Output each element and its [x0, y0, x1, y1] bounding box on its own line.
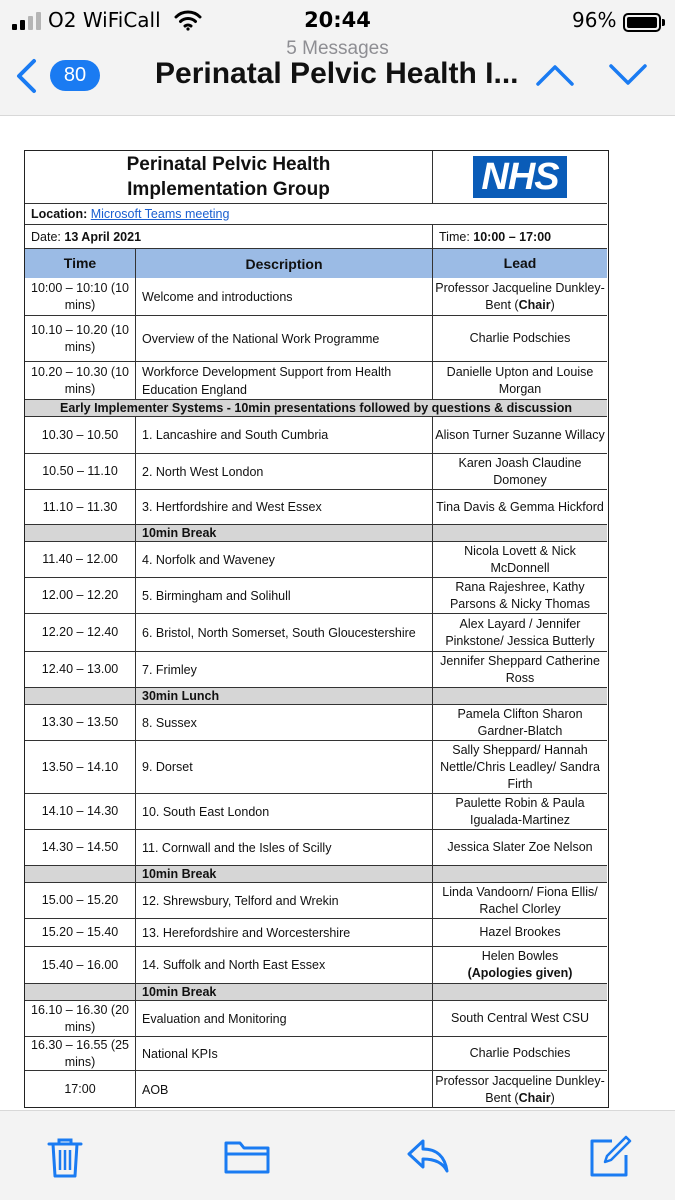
- agenda-row: [25, 1000, 607, 1036]
- previous-message-icon[interactable]: [535, 62, 575, 88]
- break-time-cell: [25, 984, 136, 1000]
- agenda-description: 12. Shrewsbury, Telford and Wrekin: [136, 883, 433, 918]
- agenda-description: 6. Bristol, North Somerset, South Gloucestershire: [136, 614, 433, 651]
- battery-percent: 96%: [572, 8, 617, 32]
- mail-toolbar: [0, 1110, 675, 1200]
- lead-name: Sally Sheppard/ Hannah Nettle/Chris Leadley/ Sandra Firth: [440, 742, 600, 791]
- lead-name: Karen Joash Claudine Domoney: [458, 455, 582, 487]
- section-banner: Early Implementer Systems - 10min presentations followed by questions & discussion: [60, 401, 572, 415]
- agenda-row: [25, 651, 607, 687]
- lead-name: Hazel Brookes: [479, 925, 561, 939]
- agenda-description: 3. Hertfordshire and West Essex: [136, 490, 433, 524]
- agenda-table: [24, 150, 609, 1108]
- agenda-row: [25, 793, 607, 829]
- agenda-time: 14.30 – 14.50: [25, 830, 136, 865]
- lead-name: Helen Bowles: [481, 949, 559, 963]
- agenda-time: 12.20 – 12.40: [25, 614, 136, 651]
- lead-name: Paulette Robin & Paula Igualada-Martinez: [455, 795, 585, 827]
- lead-name: Jessica Slater Zoe Nelson: [447, 840, 593, 854]
- lead-name: Charlie Podschies: [469, 331, 571, 345]
- lead-name: Pamela Clifton Sharon Gardner-Blatch: [457, 706, 583, 738]
- break-row: [25, 687, 607, 704]
- lead-name: Professor Jacqueline Dunkley-Bent (: [435, 280, 605, 312]
- agenda-row: [25, 740, 607, 793]
- agenda-description: 8. Sussex: [136, 705, 433, 740]
- trash-icon[interactable]: [46, 1135, 84, 1179]
- agenda-description: 14. Suffolk and North East Essex: [136, 947, 433, 983]
- agenda-lead-cell: [433, 454, 607, 489]
- agenda-row: [25, 704, 607, 740]
- agenda-lead-cell: [433, 883, 607, 918]
- mail-header-bar: [0, 0, 675, 116]
- agenda-description: Overview of the National Work Programme: [136, 316, 433, 361]
- agenda-lead-cell: [433, 362, 607, 399]
- agenda-lead-cell: [433, 705, 607, 740]
- lead-name: Danielle Upton and Louise Morgan: [446, 364, 594, 396]
- agenda-description: 9. Dorset: [136, 741, 433, 793]
- break-time-cell: [25, 688, 136, 704]
- agenda-lead-cell: [433, 1001, 607, 1036]
- agenda-lead-cell: [433, 919, 607, 946]
- agenda-time: 13.30 – 13.50: [25, 705, 136, 740]
- agenda-description: 7. Frimley: [136, 652, 433, 687]
- header-time: Time: [25, 249, 136, 278]
- break-row: [25, 983, 607, 1000]
- agenda-time: 10:00 – 10:10 (10 mins): [25, 278, 136, 315]
- agenda-description: 4. Norfolk and Waveney: [136, 542, 433, 577]
- folder-icon[interactable]: [223, 1135, 271, 1175]
- lead-name: South Central West CSU: [450, 1011, 590, 1025]
- next-message-icon[interactable]: [608, 62, 648, 88]
- location-label: Location:: [31, 207, 88, 221]
- agenda-lead-cell: [433, 578, 607, 613]
- agenda-time: 12.00 – 12.20: [25, 578, 136, 613]
- agenda-lead-cell: [433, 741, 607, 793]
- agenda-description: 13. Herefordshire and Worcestershire: [136, 919, 433, 946]
- agenda-description: AOB: [136, 1071, 433, 1108]
- agenda-row: [25, 1070, 607, 1108]
- location-link[interactable]: Microsoft Teams meeting: [90, 207, 230, 221]
- break-lead-cell: [433, 984, 607, 1000]
- agenda-lead-cell: [433, 316, 607, 361]
- agenda-time: 11.10 – 11.30: [25, 490, 136, 524]
- date-label: Date:: [31, 229, 61, 244]
- agenda-lead-cell: [433, 417, 607, 453]
- break-time-cell: [25, 525, 136, 541]
- agenda-row: [25, 577, 607, 613]
- break-row: [25, 524, 607, 541]
- agenda-time: 10.10 – 10.20 (10 mins): [25, 316, 136, 361]
- agenda-time: 11.40 – 12.00: [25, 542, 136, 577]
- agenda-time: 15.20 – 15.40: [25, 919, 136, 946]
- agenda-description: Workforce Development Support from Health Education England: [136, 362, 433, 399]
- agenda-row: [25, 416, 607, 453]
- agenda-row: [25, 613, 607, 651]
- agenda-lead-cell: [433, 1037, 607, 1070]
- carrier-name: O2 WiFiCall: [48, 8, 161, 32]
- section-banner-row: [25, 399, 607, 416]
- agenda-time: 10.20 – 10.30 (10 mins): [25, 362, 136, 399]
- agenda-time: 10.50 – 11.10: [25, 454, 136, 489]
- break-label: 10min Break: [136, 984, 433, 1000]
- lead-name: Alex Layard / Jennifer Pinkstone/ Jessica Butterly: [445, 616, 595, 648]
- agenda-row: [25, 882, 607, 918]
- agenda-lead-cell: [433, 614, 607, 651]
- lead-name: Jennifer Sheppard Catherine Ross: [440, 653, 600, 685]
- lead-name: Linda Vandoorn/ Fiona Ellis/ Rachel Clorley: [442, 884, 598, 916]
- lead-name: Nicola Lovett & Nick McDonnell: [464, 543, 576, 575]
- header-description: Description: [136, 249, 433, 278]
- location-row: [25, 203, 607, 224]
- agenda-row: [25, 453, 607, 489]
- agenda-description: Welcome and introductions: [136, 278, 433, 315]
- unread-count-badge[interactable]: 80: [50, 60, 100, 91]
- agenda-lead-cell: [433, 490, 607, 524]
- status-bar: [0, 6, 675, 34]
- title-row: [25, 151, 607, 203]
- agenda-description: 5. Birmingham and Solihull: [136, 578, 433, 613]
- agenda-lead-cell: [433, 1071, 607, 1108]
- agenda-row: [25, 361, 607, 399]
- message-count: 5 Messages: [286, 38, 389, 59]
- break-lead-cell: [433, 688, 607, 704]
- break-lead-cell: [433, 525, 607, 541]
- agenda-description: 1. Lancashire and South Cumbria: [136, 417, 433, 453]
- agenda-lead-cell: [433, 278, 607, 315]
- agenda-lead-cell: [433, 947, 607, 983]
- agenda-lead-cell: [433, 652, 607, 687]
- agenda-time: 10.30 – 10.50: [25, 417, 136, 453]
- agenda-lead-cell: [433, 542, 607, 577]
- battery-icon: [623, 13, 661, 32]
- nhs-logo: NHS: [473, 156, 566, 198]
- lead-tail: ): [550, 297, 555, 312]
- agenda-row: [25, 1036, 607, 1070]
- agenda-time: 16.30 – 16.55 (25 mins): [25, 1037, 136, 1070]
- group-title: Perinatal Pelvic Health Implementation Group: [126, 154, 331, 200]
- date-row: [25, 224, 607, 248]
- lead-tail: ): [550, 1090, 555, 1105]
- reply-icon[interactable]: [405, 1135, 451, 1175]
- agenda-description: 11. Cornwall and the Isles of Scilly: [136, 830, 433, 865]
- agenda-description: 10. South East London: [136, 794, 433, 829]
- mail-subject-title: Perinatal Pelvic Health I...: [155, 57, 519, 90]
- break-label: 10min Break: [136, 525, 433, 541]
- lead-name: Charlie Podschies: [469, 1046, 571, 1060]
- agenda-lead-cell: [433, 830, 607, 865]
- break-label: 30min Lunch: [136, 688, 433, 704]
- break-lead-cell: [433, 866, 607, 882]
- back-chevron-icon[interactable]: [12, 58, 42, 94]
- agenda-time: 13.50 – 14.10: [25, 741, 136, 793]
- lead-role: Chair: [518, 297, 551, 312]
- agenda-time: 12.40 – 13.00: [25, 652, 136, 687]
- header-lead: Lead: [503, 255, 537, 271]
- agenda-row: [25, 829, 607, 865]
- status-clock: 20:44: [304, 8, 371, 32]
- break-row: [25, 865, 607, 882]
- agenda-row: [25, 278, 607, 315]
- lead-name: Alison Turner Suzanne Willacy: [435, 427, 605, 442]
- compose-icon[interactable]: [588, 1135, 632, 1179]
- agenda-time: 14.10 – 14.30: [25, 794, 136, 829]
- lead-note: (Apologies given): [467, 966, 573, 980]
- agenda-row: [25, 315, 607, 361]
- lead-name: Tina Davis & Gemma Hickford: [436, 499, 604, 514]
- agenda-row: [25, 489, 607, 524]
- column-header-row: [25, 248, 607, 278]
- agenda-row: [25, 918, 607, 946]
- lead-name: Rana Rajeshree, Kathy Parsons & Nicky Thomas: [449, 579, 591, 611]
- break-label: 10min Break: [136, 866, 433, 882]
- agenda-time: 15.00 – 15.20: [25, 883, 136, 918]
- agenda-time: 17:00: [25, 1071, 136, 1108]
- agenda-time: 16.10 – 16.30 (20 mins): [25, 1001, 136, 1036]
- time-label: Time:: [439, 229, 470, 244]
- break-time-cell: [25, 866, 136, 882]
- agenda-description: 2. North West London: [136, 454, 433, 489]
- agenda-description: National KPIs: [136, 1037, 433, 1070]
- agenda-description: Evaluation and Monitoring: [136, 1001, 433, 1036]
- lead-role: Chair: [518, 1090, 551, 1105]
- agenda-time: 15.40 – 16.00: [25, 947, 136, 983]
- lead-name: Professor Jacqueline Dunkley-Bent (: [435, 1073, 605, 1105]
- agenda-lead-cell: [433, 794, 607, 829]
- agenda-row: [25, 946, 607, 983]
- agenda-row: [25, 541, 607, 577]
- time-value: 10:00 – 17:00: [473, 229, 552, 244]
- date-value: 13 April 2021: [64, 229, 142, 244]
